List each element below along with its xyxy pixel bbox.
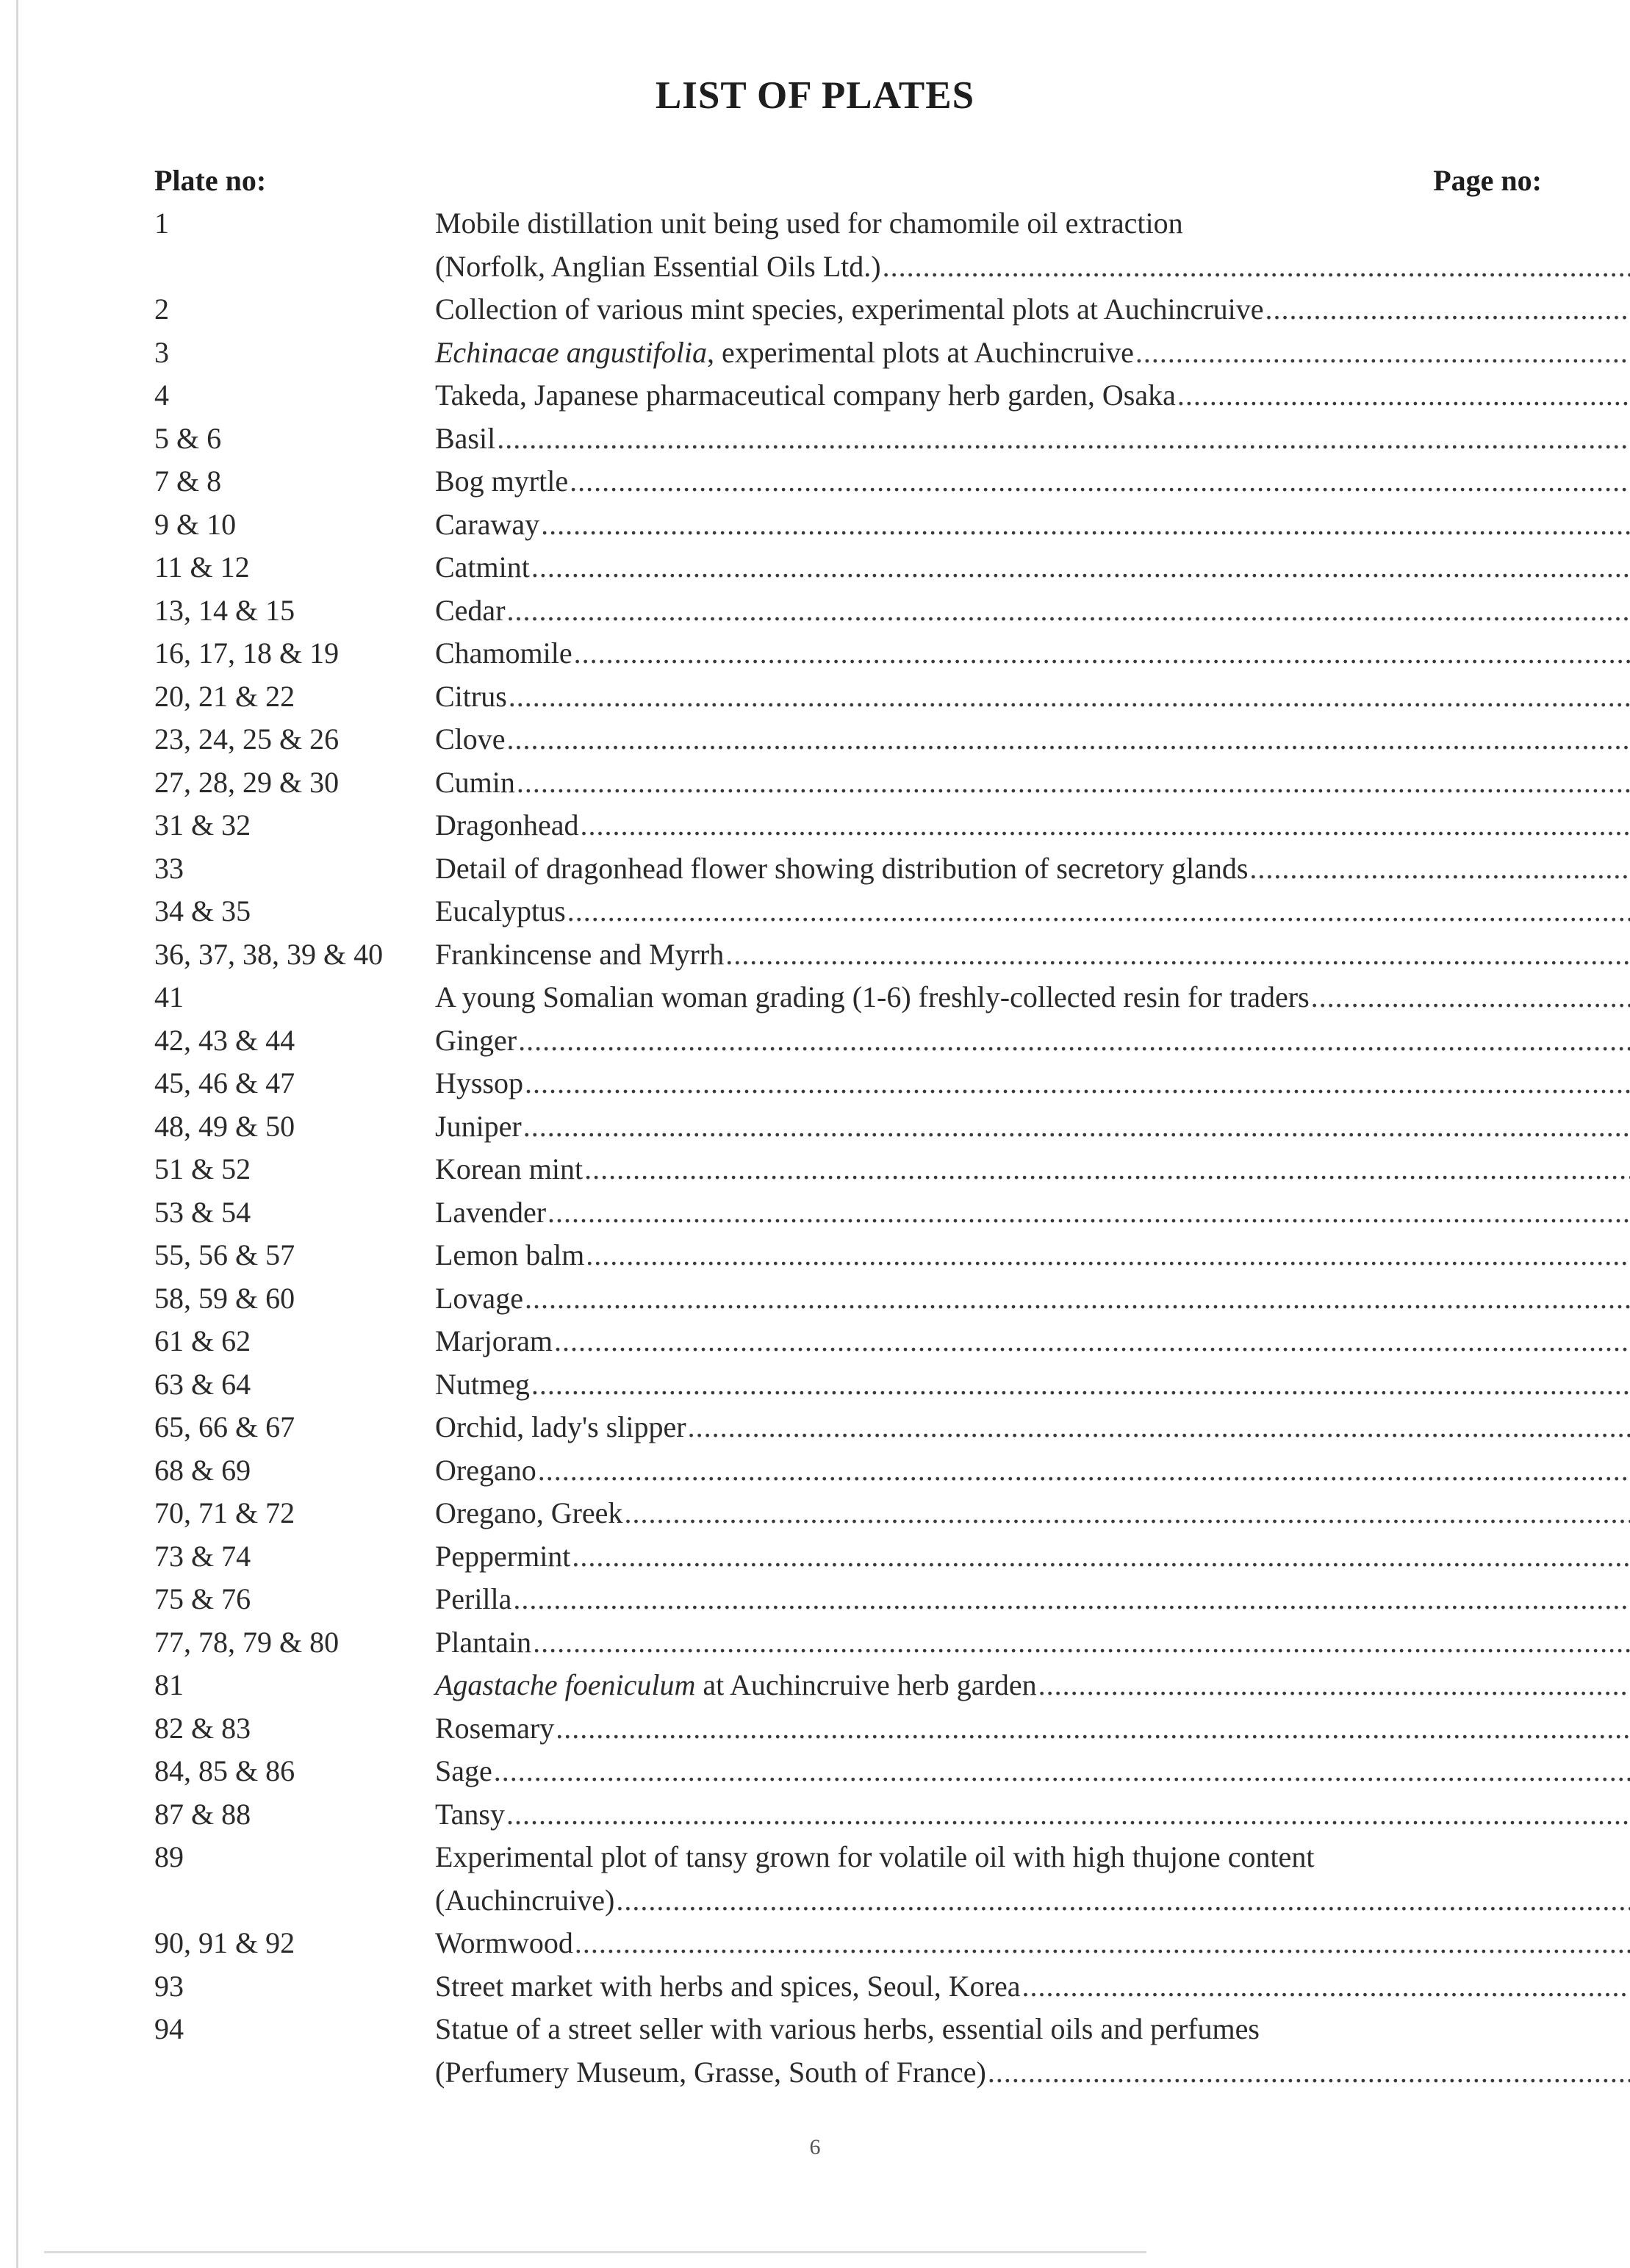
scan-edge-left xyxy=(16,0,18,2268)
dot-leader xyxy=(507,718,1630,761)
plate-description xyxy=(435,1234,1630,1277)
dot-leader xyxy=(497,417,1630,461)
plate-entry xyxy=(154,1535,1542,1579)
description-final-line xyxy=(435,460,1630,503)
plate-entry xyxy=(154,1277,1542,1321)
plate-number: 87 & 88 xyxy=(154,1797,251,1831)
plate-description xyxy=(435,1793,1630,1837)
description-text: Chamomile xyxy=(435,636,572,670)
description-final-line xyxy=(435,1492,1630,1535)
plate-number: 58, 59 & 60 xyxy=(154,1281,295,1315)
description-text: Oregano xyxy=(435,1453,536,1487)
scientific-name: Echinacae angustifolia xyxy=(435,335,707,369)
plate-entry xyxy=(154,890,1542,933)
plate-number: 90, 91 & 92 xyxy=(154,1926,295,1959)
plate-entry xyxy=(154,331,1542,375)
plate-description xyxy=(435,2008,1630,2094)
plate-number: 63 & 64 xyxy=(154,1367,251,1401)
dot-leader xyxy=(538,1449,1630,1493)
plate-description xyxy=(435,202,1630,288)
dot-leader xyxy=(547,1191,1630,1235)
description-text: Juniper xyxy=(435,1109,522,1143)
description-text: (Norfolk, Anglian Essential Oils Ltd.) xyxy=(435,249,881,283)
plate-number: 53 & 54 xyxy=(154,1195,251,1229)
plate-description xyxy=(435,933,1630,977)
description-text: Tansy xyxy=(435,1797,505,1831)
plate-entry xyxy=(154,976,1542,1019)
description-text: Orchid, lady's slipper xyxy=(435,1410,686,1443)
plate-number: 4 xyxy=(154,378,169,412)
plate-number: 48, 49 & 50 xyxy=(154,1109,295,1143)
plate-entry xyxy=(154,374,1542,417)
description-text xyxy=(435,1664,1037,1707)
plate-description xyxy=(435,417,1630,461)
plate-entry xyxy=(154,2008,1542,2094)
description-text: Dragonhead xyxy=(435,808,579,841)
plate-entry xyxy=(154,1836,1542,1922)
plate-description xyxy=(435,1148,1630,1191)
description-text: Frankincense and Myrrh xyxy=(435,937,725,971)
description-line: Experimental plot of tansy grown for volatile oil with high thujone content xyxy=(435,1840,1315,1873)
description-final-line xyxy=(435,976,1630,1019)
plate-number: 77, 78, 79 & 80 xyxy=(154,1625,340,1659)
plate-description xyxy=(435,288,1630,331)
description-final-line xyxy=(435,1707,1630,1751)
plate-number: 27, 28, 29 & 30 xyxy=(154,765,340,799)
plate-description xyxy=(435,1406,1630,1449)
plate-entry xyxy=(154,1320,1542,1363)
description-text: Marjoram xyxy=(435,1324,553,1357)
description-rest: , experimental plots at Auchincruive xyxy=(706,335,1134,369)
plate-number: 33 xyxy=(154,851,184,885)
description-final-line xyxy=(435,503,1630,547)
plate-description xyxy=(435,1363,1630,1407)
description-text: Peppermint xyxy=(435,1539,571,1573)
dot-leader xyxy=(506,1793,1630,1837)
description-final-line xyxy=(435,1105,1630,1149)
description-text: Detail of dragonhead flower showing distribution of secretory glands xyxy=(435,851,1249,885)
plate-description xyxy=(435,503,1630,547)
description-text: Rosemary xyxy=(435,1711,555,1745)
description-text: Citrus xyxy=(435,679,507,713)
plate-description xyxy=(435,1449,1630,1493)
plate-number: 36, 37, 38, 39 & 40 xyxy=(154,937,384,971)
description-text: Nutmeg xyxy=(435,1367,530,1401)
description-line: Mobile distillation unit being used for chamomile oil extraction xyxy=(435,207,1183,240)
plate-entry xyxy=(154,1019,1542,1063)
dot-leader xyxy=(572,1535,1630,1579)
description-text: Perilla xyxy=(435,1582,512,1615)
plate-number: 34 & 35 xyxy=(154,894,251,927)
plate-number: 31 & 32 xyxy=(154,808,251,841)
description-text: Cumin xyxy=(435,765,515,799)
description-final-line xyxy=(435,546,1630,589)
plate-entry xyxy=(154,1922,1542,1965)
dot-leader xyxy=(725,933,1630,977)
description-final-line xyxy=(435,417,1630,461)
plate-description xyxy=(435,1277,1630,1321)
plate-description xyxy=(435,1836,1630,1922)
description-final-line xyxy=(435,374,1630,417)
description-final-line xyxy=(435,1535,1630,1579)
plate-entry xyxy=(154,1750,1542,1793)
plate-entry xyxy=(154,1148,1542,1191)
plate-entry xyxy=(154,1793,1542,1837)
description-text: A young Somalian woman grading (1-6) freshly-collected resin for traders xyxy=(435,980,1310,1013)
plate-number: 81 xyxy=(154,1668,184,1701)
plate-entry xyxy=(154,503,1542,547)
dot-leader xyxy=(883,245,1630,289)
description-final-line xyxy=(435,1148,1630,1191)
plate-description xyxy=(435,1664,1630,1707)
description-final-line xyxy=(435,1277,1630,1321)
plate-number: 65, 66 & 67 xyxy=(154,1410,295,1443)
plate-description xyxy=(435,331,1630,375)
plate-entry xyxy=(154,202,1542,288)
plate-entry xyxy=(154,1105,1542,1149)
description-text: Korean mint xyxy=(435,1152,584,1185)
plate-number: 94 xyxy=(154,2012,184,2045)
plate-description xyxy=(435,1191,1630,1235)
plate-number: 23, 24, 25 & 26 xyxy=(154,722,340,756)
description-text: Cedar xyxy=(435,593,506,627)
dot-leader xyxy=(513,1578,1630,1621)
plate-description xyxy=(435,1922,1630,1965)
plate-entry xyxy=(154,804,1542,847)
description-final-line xyxy=(435,2051,1630,2095)
dot-leader xyxy=(688,1406,1630,1449)
plate-entry xyxy=(154,675,1542,719)
description-final-line xyxy=(435,804,1630,847)
description-final-line xyxy=(435,331,1630,375)
plate-number: 89 xyxy=(154,1840,184,1873)
dot-leader xyxy=(567,890,1630,933)
plate-entry xyxy=(154,1234,1542,1277)
dot-leader xyxy=(988,2051,1630,2095)
description-text xyxy=(435,331,1134,375)
plate-description xyxy=(435,761,1630,805)
plate-number: 73 & 74 xyxy=(154,1539,251,1573)
description-text: Sage xyxy=(435,1754,492,1787)
description-final-line xyxy=(435,1363,1630,1407)
description-text: Lovage xyxy=(435,1281,523,1315)
dot-leader xyxy=(574,632,1630,675)
dot-leader xyxy=(531,1363,1630,1407)
dot-leader xyxy=(586,1234,1630,1277)
plate-description xyxy=(435,1750,1630,1793)
scientific-name: Agastache foeniculum xyxy=(435,1668,696,1701)
dot-leader xyxy=(616,1879,1630,1923)
plate-description xyxy=(435,1965,1630,2009)
description-text: Takeda, Japanese pharmaceutical company herb garden, Osaka xyxy=(435,378,1176,412)
scan-edge-bottom xyxy=(44,2251,1146,2253)
description-final-line xyxy=(435,675,1630,719)
plate-description xyxy=(435,374,1630,417)
plate-number: 16, 17, 18 & 19 xyxy=(154,636,340,670)
plate-no-header: Plate no: xyxy=(154,164,267,197)
description-text: Street market with herbs and spices, Seoul, Korea xyxy=(435,1969,1021,2003)
plate-entry xyxy=(154,417,1542,461)
description-final-line xyxy=(435,288,1630,331)
plate-number: 68 & 69 xyxy=(154,1453,251,1487)
description-text: Oregano, Greek xyxy=(435,1496,623,1529)
plate-description xyxy=(435,1621,1630,1665)
plate-number: 82 & 83 xyxy=(154,1711,251,1745)
description-final-line xyxy=(435,1019,1630,1063)
dot-leader xyxy=(556,1707,1630,1751)
description-text: Catmint xyxy=(435,550,530,584)
plates-list xyxy=(154,202,1542,2094)
plate-description xyxy=(435,1105,1630,1149)
plate-entry xyxy=(154,589,1542,633)
plate-description xyxy=(435,460,1630,503)
plate-entry xyxy=(154,1062,1542,1105)
plate-number: 11 & 12 xyxy=(154,550,250,584)
plate-entry xyxy=(154,718,1542,761)
plate-entry xyxy=(154,847,1542,891)
description-text: Basil xyxy=(435,421,496,455)
dot-leader xyxy=(507,589,1630,633)
plate-number: 13, 14 & 15 xyxy=(154,593,295,627)
plate-description xyxy=(435,632,1630,675)
description-text: Bog myrtle xyxy=(435,464,569,498)
dot-leader xyxy=(523,1105,1630,1149)
plate-number: 93 xyxy=(154,1969,184,2003)
plate-entry xyxy=(154,1492,1542,1535)
dot-leader xyxy=(1249,847,1630,891)
dot-leader xyxy=(1038,1664,1630,1707)
description-final-line xyxy=(435,1965,1630,2009)
plate-entry xyxy=(154,632,1542,675)
dot-leader xyxy=(531,546,1630,589)
page-title: LIST OF PLATES xyxy=(655,74,975,117)
plate-entry xyxy=(154,1707,1542,1751)
plate-number: 61 & 62 xyxy=(154,1324,251,1357)
plate-number: 84, 85 & 86 xyxy=(154,1754,295,1787)
dot-leader xyxy=(624,1492,1630,1535)
page-number: 6 xyxy=(809,2135,821,2159)
description-final-line xyxy=(435,1750,1630,1793)
page-no-header: Page no: xyxy=(1433,164,1542,197)
plate-number: 41 xyxy=(154,980,184,1013)
description-final-line xyxy=(435,1449,1630,1493)
plate-entry xyxy=(154,761,1542,805)
plate-number: 70, 71 & 72 xyxy=(154,1496,295,1529)
plate-number: 20, 21 & 22 xyxy=(154,679,295,713)
description-final-line xyxy=(435,245,1630,289)
plate-entry xyxy=(154,1191,1542,1235)
description-final-line xyxy=(435,632,1630,675)
dot-leader xyxy=(533,1621,1630,1665)
plate-description xyxy=(435,976,1630,1019)
description-final-line xyxy=(435,718,1630,761)
description-final-line xyxy=(435,1879,1630,1923)
description-text: Clove xyxy=(435,722,506,756)
plate-entry xyxy=(154,1449,1542,1493)
description-final-line xyxy=(435,1578,1630,1621)
plate-number: 75 & 76 xyxy=(154,1582,251,1615)
dot-leader xyxy=(509,675,1630,719)
plate-entry xyxy=(154,1363,1542,1407)
dot-leader xyxy=(1177,374,1630,417)
plate-description xyxy=(435,675,1630,719)
plate-number: 2 xyxy=(154,293,169,326)
dot-leader xyxy=(541,503,1630,547)
plate-entry xyxy=(154,1965,1542,2009)
plate-description xyxy=(435,804,1630,847)
description-final-line xyxy=(435,933,1630,977)
plate-description xyxy=(435,1578,1630,1621)
plate-number: 42, 43 & 44 xyxy=(154,1023,295,1057)
plate-entry xyxy=(154,1578,1542,1621)
description-text: Lemon balm xyxy=(435,1238,585,1271)
dot-leader xyxy=(1265,288,1630,331)
plate-description xyxy=(435,847,1630,891)
dot-leader xyxy=(554,1320,1630,1363)
description-final-line xyxy=(435,1234,1630,1277)
plate-entry xyxy=(154,288,1542,331)
description-text: (Perfumery Museum, Grasse, South of France) xyxy=(435,2055,986,2089)
dot-leader xyxy=(1022,1965,1630,2009)
description-text: Collection of various mint species, experimental plots at Auchincruive xyxy=(435,293,1264,326)
plate-entry xyxy=(154,1664,1542,1707)
plate-entry xyxy=(154,546,1542,589)
description-final-line xyxy=(435,761,1630,805)
plate-description xyxy=(435,1492,1630,1535)
description-final-line xyxy=(435,1406,1630,1449)
description-final-line xyxy=(435,589,1630,633)
dot-leader xyxy=(525,1277,1630,1321)
description-final-line xyxy=(435,1664,1630,1707)
plate-number: 1 xyxy=(154,207,169,240)
plate-number: 7 & 8 xyxy=(154,464,222,498)
plate-number: 51 & 52 xyxy=(154,1152,251,1185)
plate-number: 9 & 10 xyxy=(154,507,237,541)
dot-leader xyxy=(518,1019,1630,1063)
plate-number: 45, 46 & 47 xyxy=(154,1066,295,1099)
description-final-line xyxy=(435,890,1630,933)
description-rest: at Auchincruive herb garden xyxy=(695,1668,1037,1701)
plate-description xyxy=(435,1707,1630,1751)
description-final-line xyxy=(435,1793,1630,1837)
dot-leader xyxy=(575,1922,1630,1965)
plate-description xyxy=(435,718,1630,761)
plate-number: 5 & 6 xyxy=(154,421,222,455)
description-text: Hyssop xyxy=(435,1066,524,1099)
plate-description xyxy=(435,589,1630,633)
description-text: Eucalyptus xyxy=(435,894,566,927)
dot-leader xyxy=(570,460,1630,503)
description-text: (Auchincruive) xyxy=(435,1883,615,1917)
plate-description xyxy=(435,890,1630,933)
plate-description xyxy=(435,546,1630,589)
description-final-line xyxy=(435,1621,1630,1665)
description-final-line xyxy=(435,1922,1630,1965)
description-final-line xyxy=(435,847,1630,891)
description-text: Ginger xyxy=(435,1023,517,1057)
description-line: Statue of a street seller with various herbs, essential oils and perfumes xyxy=(435,2012,1260,2045)
plate-entry xyxy=(154,460,1542,503)
dot-leader xyxy=(580,804,1630,847)
description-text: Caraway xyxy=(435,507,540,541)
description-text: Plantain xyxy=(435,1625,532,1659)
plate-entry xyxy=(154,933,1542,977)
description-text: Lavender xyxy=(435,1195,547,1229)
plate-number: 55, 56 & 57 xyxy=(154,1238,295,1271)
plate-description xyxy=(435,1535,1630,1579)
plate-entry xyxy=(154,1621,1542,1665)
dot-leader xyxy=(1135,331,1630,375)
dot-leader xyxy=(494,1750,1630,1793)
dot-leader xyxy=(517,761,1630,805)
plate-description xyxy=(435,1062,1630,1105)
plate-entry xyxy=(154,1406,1542,1449)
dot-leader xyxy=(525,1062,1630,1105)
plate-description xyxy=(435,1320,1630,1363)
dot-leader xyxy=(1311,976,1630,1019)
description-final-line xyxy=(435,1191,1630,1235)
plate-number: 3 xyxy=(154,335,169,369)
dot-leader xyxy=(584,1148,1630,1191)
description-final-line xyxy=(435,1062,1630,1105)
description-text: Wormwood xyxy=(435,1926,573,1959)
description-final-line xyxy=(435,1320,1630,1363)
plate-description xyxy=(435,1019,1630,1063)
